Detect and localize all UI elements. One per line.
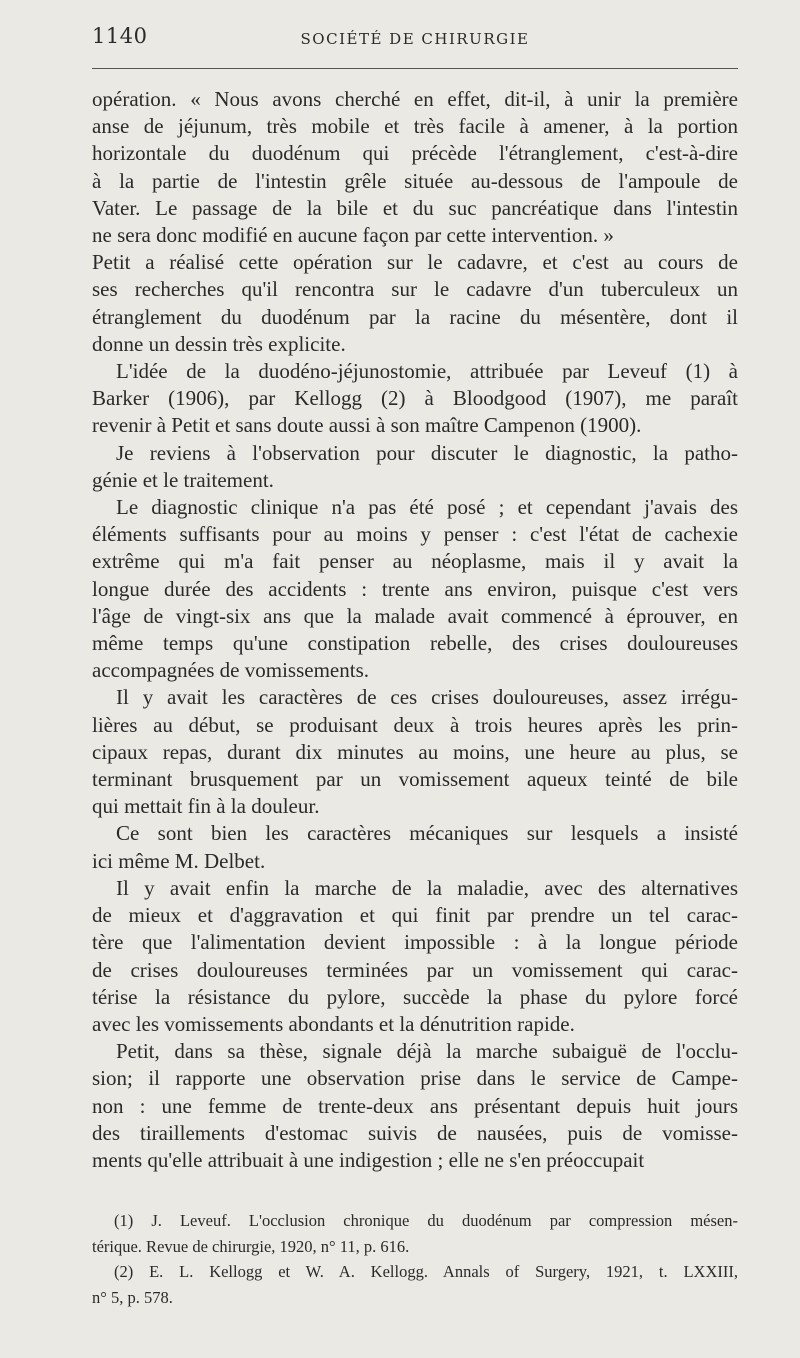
text-line: tère que l'alimentation devient impossible : à la longue période — [92, 930, 738, 955]
text-line: éléments suffisants pour au moins y penser : c'est l'état de cachexie — [92, 522, 738, 547]
paragraph — [92, 494, 738, 684]
text-line: Ce sont bien les caractères mécaniques sur lesquels a insisté — [116, 821, 738, 846]
text-line: Vater. Le passage de la bile et du suc pancréatique dans l'intestin — [92, 195, 738, 220]
text-line: Le diagnostic clinique n'a pas été posé ; et cependant j'avais des — [116, 495, 738, 520]
text-line: Barker (1906), par Kellogg (2) à Bloodgood (1907), me paraît — [92, 386, 738, 411]
text-line: avec les vomissements abondants et la dénutrition rapide. — [92, 1011, 575, 1036]
text-line: horizontale du duodénum qui précède l'étranglement, c'est-à-dire — [92, 141, 738, 166]
text-line: ici même M. Delbet. — [92, 848, 266, 873]
footnotes — [92, 1208, 738, 1310]
text-line: étranglement du duodénum par la racine du mésentère, dont il — [92, 304, 738, 329]
footnote-line: (2) E. L. Kellogg et W. A. Kellogg. Annals of Surgery, 1921, t. LXXIII, — [114, 1262, 738, 1281]
page-header — [92, 24, 738, 52]
text-line: de crises douloureuses terminées par un vomissement qui carac- — [92, 957, 738, 982]
text-line: Je reviens à l'observation pour discuter le diagnostic, la patho- — [116, 440, 738, 465]
paragraph — [92, 86, 738, 249]
paragraph — [92, 1038, 738, 1174]
text-line: qui mettait fin à la douleur. — [92, 794, 320, 819]
text-line: même temps qu'une constipation rebelle, des crises douloureuses — [92, 631, 738, 656]
footnote-line: n° 5, p. 578. — [92, 1287, 173, 1307]
paragraph — [92, 820, 738, 874]
text-line: à la partie de l'intestin grêle située au-dessous de l'ampoule de — [92, 168, 738, 193]
text-line: térise la résistance du pylore, succède la phase du pylore forcé — [92, 984, 738, 1009]
text-line: ments qu'elle attribuait à une indigestion ; elle ne s'en préoccupait — [92, 1147, 645, 1172]
paragraph — [92, 358, 738, 440]
text-line: des tiraillements d'estomac suivis de nausées, puis de vomisse- — [92, 1120, 738, 1145]
text-line: extrême qui m'a fait penser au néoplasme, mais il y avait la — [92, 549, 738, 574]
footnote-line: (1) J. Leveuf. L'occlusion chronique du duodénum par compression mésen- — [114, 1211, 738, 1230]
text-line: L'idée de la duodéno-jéjunostomie, attribuée par Leveuf (1) à — [116, 359, 738, 384]
page-number: 1140 — [92, 24, 148, 48]
text-line: non : une femme de trente-deux ans présentant depuis huit jours — [92, 1093, 738, 1118]
text-line: accompagnées de vomissements. — [92, 658, 369, 683]
paragraph — [92, 249, 738, 358]
paragraph — [92, 684, 738, 820]
header-rule — [92, 68, 738, 69]
text-line: donne un dessin très explicite. — [92, 331, 346, 356]
footnote — [92, 1208, 738, 1259]
text-line: longue durée des accidents : trente ans environ, puisque c'est vers — [92, 576, 738, 601]
footnote-line: térique. Revue de chirurgie, 1920, n° 11, p. 616. — [92, 1236, 410, 1256]
text-line: anse de jéjunum, très mobile et très facile à amener, à la portion — [92, 114, 738, 139]
text-line: terminant brusquement par un vomissement aqueux teinté de bile — [92, 767, 738, 792]
body-text — [92, 86, 738, 1174]
text-line: revenir à Petit et sans doute aussi à son maître Campenon (1900). — [92, 413, 642, 438]
running-title: SOCIÉTÉ DE CHIRURGIE — [300, 30, 530, 48]
text-line: Il y avait enfin la marche de la maladie, avec des alternatives — [116, 875, 738, 900]
text-line: Petit, dans sa thèse, signale déjà la marche subaiguë de l'occlu- — [116, 1039, 738, 1064]
text-line: opération. « Nous avons cherché en effet, dit-il, à unir la première — [92, 87, 738, 111]
text-line: de mieux et d'aggravation et qui finit par prendre un tel carac- — [92, 903, 738, 928]
text-line: Petit a réalisé cette opération sur le cadavre, et c'est au cours de — [92, 250, 738, 275]
paragraph — [92, 875, 738, 1038]
text-line: l'âge de vingt-six ans que la malade avait commencé à éprouver, en — [92, 603, 738, 628]
text-line: ne sera donc modifié en aucune façon par cette intervention. » — [92, 223, 614, 248]
text-line: génie et le traitement. — [92, 467, 274, 492]
text-line: lières au début, se produisant deux à trois heures après les prin- — [92, 712, 738, 737]
text-line: Il y avait les caractères de ces crises douloureuses, assez irrégu- — [116, 685, 738, 710]
text-line: sion; il rapporte une observation prise dans le service de Campe- — [92, 1066, 738, 1091]
footnote — [92, 1259, 738, 1310]
text-line: ses recherches qu'il rencontra sur le cadavre d'un tuberculeux un — [92, 277, 738, 302]
paragraph — [92, 440, 738, 494]
text-line: cipaux repas, durant dix minutes au moins, une heure au plus, se — [92, 739, 738, 764]
